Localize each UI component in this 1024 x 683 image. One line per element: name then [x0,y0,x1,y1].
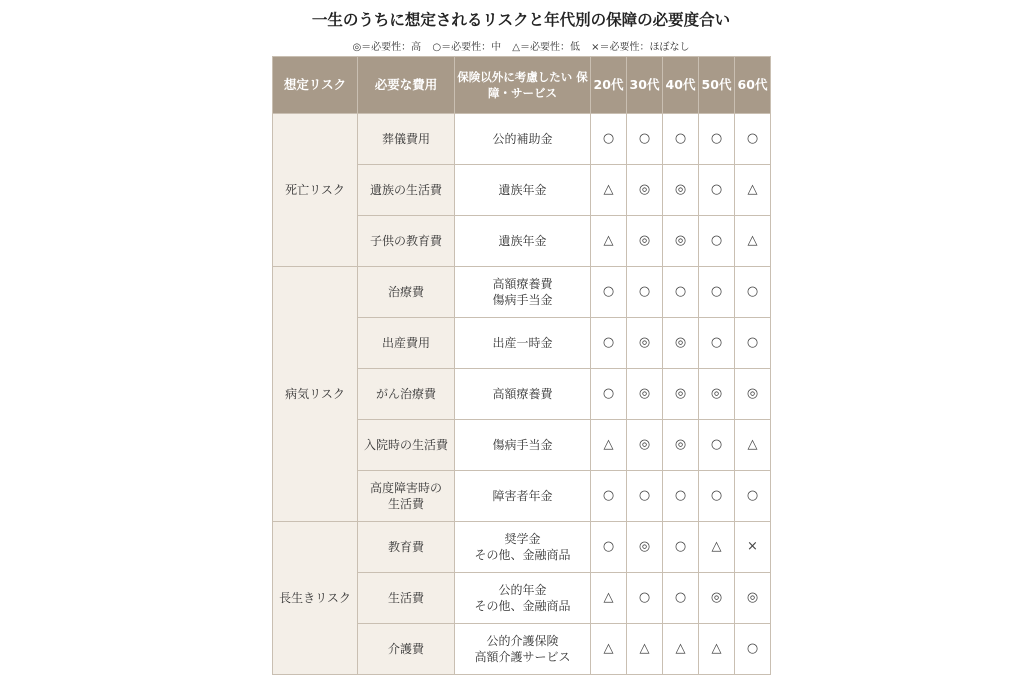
need-level-cell: ◎ [663,369,699,420]
cost-cell [358,420,455,471]
need-level-cell: ○ [735,471,771,522]
need-level-cell: △ [699,522,735,573]
legend-item-low: △＝必要性：低 [512,42,580,53]
need-level-cell: ○ [699,216,735,267]
need-level-cell: ○ [699,420,735,471]
service-line: 傷病手当金 [492,438,553,452]
need-level-cell: ○ [735,624,771,675]
table-body [273,114,771,675]
table-header-row [273,57,771,114]
header-service [455,57,591,114]
need-level-cell: ○ [663,522,699,573]
cost-line: 子供の教育費 [369,234,442,248]
legend-item-high: ◎＝必要性：高 [352,42,422,53]
header-service-line2: 保障・サービス [488,70,588,100]
need-level-cell: △ [591,216,627,267]
need-level-cell: ◎ [663,216,699,267]
header-age-40s: 40代 [663,57,699,114]
service-line: 公的年金 [498,583,547,597]
need-level-cell: △ [591,624,627,675]
header-age-50s: 50代 [699,57,735,114]
need-level-cell: ○ [663,267,699,318]
service-cell [455,420,591,471]
cost-cell [358,522,455,573]
need-level-cell: △ [591,420,627,471]
header-age-20s: 20代 [591,57,627,114]
service-line: 高額療養費 [492,277,553,291]
need-level-cell: ○ [627,573,663,624]
need-level-cell: ◎ [627,318,663,369]
service-line: 出産一時金 [492,336,553,350]
need-level-cell: ◎ [735,573,771,624]
table-row [273,522,771,573]
cost-line: 生活費 [387,591,424,605]
table-row [273,114,771,165]
need-level-cell: △ [627,624,663,675]
service-line: 遺族年金 [498,183,547,197]
need-level-cell: ○ [699,471,735,522]
service-line: 障害者年金 [492,489,553,503]
need-level-cell: ◎ [663,165,699,216]
cost-line: 高度障害時の [369,481,442,495]
cost-line: 治療費 [387,285,424,299]
service-cell [455,573,591,624]
header-service-line1: 保険以外に考慮したい [457,70,573,84]
cost-cell [358,267,455,318]
service-line: 公的補助金 [492,132,553,146]
service-line: その他、金融商品 [474,599,571,613]
service-line: その他、金融商品 [474,548,571,562]
need-level-cell: △ [699,624,735,675]
need-level-cell: ○ [591,114,627,165]
need-level-cell: ◎ [699,369,735,420]
header-age-30s: 30代 [627,57,663,114]
page-title: 一生のうちに想定されるリスクと年代別の保障の必要度合い [311,11,731,29]
service-line: 傷病手当金 [492,293,553,307]
service-cell [455,471,591,522]
risk-cell: 死亡リスク [273,114,358,267]
need-level-cell: ◎ [699,573,735,624]
need-level-cell: △ [591,573,627,624]
need-level-cell: ○ [699,114,735,165]
need-level-cell: △ [663,624,699,675]
legend-item-none: ×＝必要性：ほぼなし [591,42,690,53]
need-level-cell: ○ [699,267,735,318]
header-age-60s: 60代 [735,57,771,114]
need-level-cell: ○ [735,114,771,165]
need-level-cell: △ [735,420,771,471]
header-risk: 想定リスク [273,57,358,114]
cost-cell [358,624,455,675]
risk-cell: 病気リスク [273,267,358,522]
cost-line: 葬儀費用 [381,132,430,146]
need-level-cell: ○ [591,471,627,522]
need-level-cell: ◎ [627,165,663,216]
cost-cell [358,114,455,165]
need-level-cell: ○ [663,114,699,165]
need-level-cell: ○ [627,471,663,522]
need-level-cell: ◎ [627,369,663,420]
cost-cell [358,318,455,369]
need-level-cell: △ [591,165,627,216]
cost-line: 遺族の生活費 [369,183,442,197]
service-line: 高額介護サービス [474,650,571,664]
need-level-cell: ○ [591,522,627,573]
cost-line: 教育費 [387,540,424,554]
service-cell [455,369,591,420]
legend-item-medium: ○＝必要性：中 [432,42,502,53]
legend [272,38,770,53]
cost-cell [358,216,455,267]
need-level-cell: ○ [663,471,699,522]
need-level-cell: ○ [699,318,735,369]
table-row [273,267,771,318]
need-level-cell: ○ [735,267,771,318]
cost-line: 出産費用 [381,336,430,350]
need-level-cell: ◎ [735,369,771,420]
service-line: 高額療養費 [492,387,553,401]
need-level-cell: ○ [699,165,735,216]
need-level-cell: ◎ [627,522,663,573]
need-level-cell: ◎ [627,420,663,471]
cost-cell [358,573,455,624]
need-level-cell: × [735,522,771,573]
need-level-cell: ○ [627,114,663,165]
need-level-cell: ◎ [663,420,699,471]
cost-line: がん治療費 [375,387,436,401]
cost-line: 入院時の生活費 [363,438,448,452]
need-level-cell: ○ [735,318,771,369]
service-cell [455,165,591,216]
need-level-cell: ○ [591,267,627,318]
cost-cell [358,471,455,522]
need-level-cell: △ [735,216,771,267]
header-cost: 必要な費用 [358,57,455,114]
service-line: 公的介護保険 [486,634,559,648]
service-cell [455,114,591,165]
service-cell [455,267,591,318]
cost-cell [358,165,455,216]
need-level-cell: ○ [591,369,627,420]
risk-cell: 長生きリスク [273,522,358,675]
need-level-cell: ◎ [663,318,699,369]
cost-cell [358,369,455,420]
service-cell [455,624,591,675]
need-level-cell: ○ [591,318,627,369]
service-cell [455,318,591,369]
service-line: 奨学金 [504,532,541,546]
need-level-cell: ○ [663,573,699,624]
service-cell [455,522,591,573]
need-level-cell: △ [735,165,771,216]
cost-line: 介護費 [387,642,424,656]
need-level-cell: ◎ [627,216,663,267]
service-line: 遺族年金 [498,234,547,248]
need-level-cell: ○ [627,267,663,318]
cost-line: 生活費 [387,497,424,511]
risk-table [272,56,771,675]
service-cell [455,216,591,267]
